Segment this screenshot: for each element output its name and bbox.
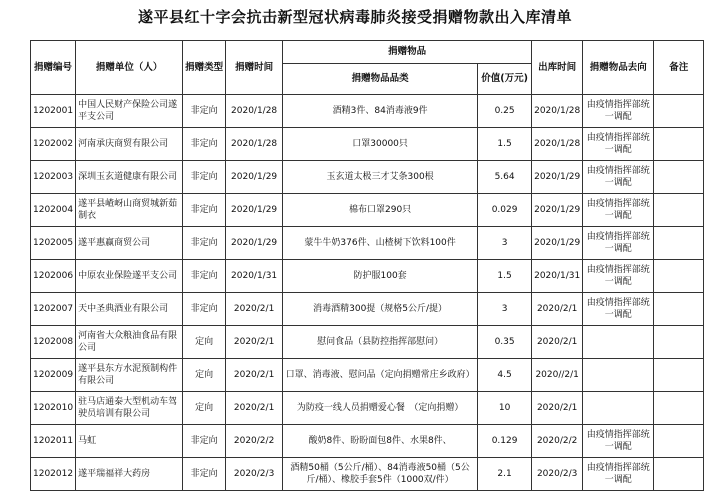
cell-destination: 由疫情指挥部统一调配 xyxy=(583,458,654,491)
cell-value: 5.64 xyxy=(478,161,532,194)
cell-remark xyxy=(654,128,704,161)
cell-remark xyxy=(654,392,704,425)
cell-goods: 为防疫一线人员捐赠爱心餐 （定向捐赠） xyxy=(283,392,478,425)
cell-value: 0.35 xyxy=(478,326,532,359)
cell-donor: 河南承庆商贸有限公司 xyxy=(76,128,183,161)
cell-type: 非定向 xyxy=(183,425,226,458)
cell-value: 0.029 xyxy=(478,194,532,227)
cell-donor: 中原农业保险遂平支公司 xyxy=(76,260,183,293)
cell-value: 3 xyxy=(478,293,532,326)
cell-id: 1202007 xyxy=(31,293,76,326)
cell-value: 3 xyxy=(478,227,532,260)
table-row xyxy=(31,293,704,326)
cell-time: 2020/1/31 xyxy=(226,260,283,293)
cell-remark xyxy=(654,161,704,194)
cell-remark xyxy=(654,326,704,359)
cell-remark xyxy=(654,95,704,128)
cell-donor: 遂平瑞福祥大药房 xyxy=(76,458,183,491)
cell-goods: 口罩30000只 xyxy=(283,128,478,161)
cell-remark xyxy=(654,458,704,491)
cell-type: 定向 xyxy=(183,359,226,392)
cell-type: 非定向 xyxy=(183,293,226,326)
cell-time: 2020/2/1 xyxy=(226,293,283,326)
cell-time: 2020/2/1 xyxy=(226,359,283,392)
header-remark: 备注 xyxy=(654,41,704,95)
cell-destination: 由疫情指挥部统一调配 xyxy=(583,260,654,293)
cell-remark xyxy=(654,227,704,260)
cell-out-time: 2020//2/1 xyxy=(532,359,583,392)
table-row xyxy=(31,161,704,194)
cell-time: 2020/2/3 xyxy=(226,458,283,491)
cell-type: 非定向 xyxy=(183,260,226,293)
cell-value: 4.5 xyxy=(478,359,532,392)
cell-id: 1202004 xyxy=(31,194,76,227)
page-title: 遂平县红十字会抗击新型冠状病毒肺炎接受捐赠物款出入库清单 xyxy=(137,8,572,26)
cell-value: 0.25 xyxy=(478,95,532,128)
cell-goods: 酸奶8件、盼盼面包8件、水果8件、 xyxy=(283,425,478,458)
cell-out-time: 2020/2/3 xyxy=(532,458,583,491)
cell-goods: 酒精50桶（5公斤/桶）、84消毒液50桶（5公斤/桶）、橡胶手套5件（1000双/件） xyxy=(283,458,478,491)
cell-id: 1202003 xyxy=(31,161,76,194)
cell-destination xyxy=(583,392,654,425)
cell-type: 非定向 xyxy=(183,227,226,260)
cell-out-time: 2020/1/29 xyxy=(532,227,583,260)
cell-destination: 由疫情指挥部统一调配 xyxy=(583,425,654,458)
cell-goods: 防护服100套 xyxy=(283,260,478,293)
header-out-time: 出库时间 xyxy=(532,41,583,95)
cell-destination: 由疫情指挥部统一调配 xyxy=(583,227,654,260)
cell-destination: 由疫情指挥部统一调配 xyxy=(583,128,654,161)
cell-type: 非定向 xyxy=(183,458,226,491)
cell-goods: 慰问食品（县防控指挥部慰问） xyxy=(283,326,478,359)
cell-donor: 驻马店通泰大型机动车驾驶员培训有限公司 xyxy=(76,392,183,425)
header-goods: 捐赠物品 xyxy=(283,41,532,64)
cell-type: 非定向 xyxy=(183,128,226,161)
cell-destination xyxy=(583,326,654,359)
cell-id: 1202002 xyxy=(31,128,76,161)
cell-remark xyxy=(654,359,704,392)
cell-value: 1.5 xyxy=(478,128,532,161)
cell-time: 2020/1/28 xyxy=(226,128,283,161)
header-destination: 捐赠物品去向 xyxy=(583,41,654,95)
cell-type: 非定向 xyxy=(183,95,226,128)
cell-out-time: 2020/2/1 xyxy=(532,392,583,425)
cell-destination: 由疫情指挥部统一调配 xyxy=(583,194,654,227)
cell-value: 10 xyxy=(478,392,532,425)
cell-donor: 马虹 xyxy=(76,425,183,458)
cell-time: 2020/1/29 xyxy=(226,194,283,227)
cell-remark xyxy=(654,260,704,293)
cell-time: 2020/1/29 xyxy=(226,161,283,194)
cell-out-time: 2020/1/28 xyxy=(532,128,583,161)
cell-time: 2020/2/1 xyxy=(226,326,283,359)
cell-remark xyxy=(654,293,704,326)
header-id: 捐赠编号 xyxy=(31,41,76,95)
header-goods-name: 捐赠物品品类 xyxy=(283,64,478,95)
cell-value: 0.129 xyxy=(478,425,532,458)
cell-destination: 由疫情指挥部统一调配 xyxy=(583,95,654,128)
cell-out-time: 2020/2/1 xyxy=(532,293,583,326)
cell-id: 1202010 xyxy=(31,392,76,425)
table-row xyxy=(31,392,704,425)
donation-table xyxy=(30,40,704,491)
table-row xyxy=(31,425,704,458)
cell-time: 2020/2/1 xyxy=(226,392,283,425)
cell-goods: 棉布口罩290只 xyxy=(283,194,478,227)
cell-remark xyxy=(654,425,704,458)
cell-type: 定向 xyxy=(183,392,226,425)
cell-donor: 遂平县东方水泥预制构件有限公司 xyxy=(76,359,183,392)
table-row xyxy=(31,359,704,392)
cell-goods: 消毒酒精300提（规格5公斤/提） xyxy=(283,293,478,326)
cell-donor: 遂平惠赢商贸公司 xyxy=(76,227,183,260)
cell-out-time: 2020/1/29 xyxy=(532,194,583,227)
cell-destination: 由疫情指挥部统一调配 xyxy=(583,161,654,194)
cell-type: 定向 xyxy=(183,326,226,359)
cell-out-time: 2020/1/28 xyxy=(532,95,583,128)
cell-goods: 口罩、消毒液、慰问品（定向捐赠常庄乡政府） xyxy=(283,359,478,392)
cell-donor: 中国人民财产保险公司遂平支公司 xyxy=(76,95,183,128)
header-time: 捐赠时间 xyxy=(226,41,283,95)
cell-id: 1202009 xyxy=(31,359,76,392)
cell-donor: 深圳玉玄道健康有限公司 xyxy=(76,161,183,194)
cell-value: 2.1 xyxy=(478,458,532,491)
cell-destination xyxy=(583,359,654,392)
header-type: 捐赠类型 xyxy=(183,41,226,95)
cell-id: 1202005 xyxy=(31,227,76,260)
cell-id: 1202011 xyxy=(31,425,76,458)
cell-time: 2020/1/29 xyxy=(226,227,283,260)
cell-type: 非定向 xyxy=(183,194,226,227)
cell-remark xyxy=(654,194,704,227)
cell-goods: 玉玄道太极三才艾条300根 xyxy=(283,161,478,194)
table-row xyxy=(31,227,704,260)
header-donor: 捐赠单位（人） xyxy=(76,41,183,95)
cell-type: 非定向 xyxy=(183,161,226,194)
table-row xyxy=(31,128,704,161)
cell-donor: 天中圣典酒业有限公司 xyxy=(76,293,183,326)
cell-id: 1202001 xyxy=(31,95,76,128)
cell-out-time: 2020/2/1 xyxy=(532,326,583,359)
table-row xyxy=(31,326,704,359)
cell-donor: 遂平县嵖岈山商贸城新茹制衣 xyxy=(76,194,183,227)
table-row xyxy=(31,95,704,128)
cell-destination: 由疫情指挥部统一调配 xyxy=(583,293,654,326)
cell-time: 2020/1/28 xyxy=(226,95,283,128)
table-row xyxy=(31,260,704,293)
cell-goods: 蒙牛牛奶376件、山楂树下饮料100件 xyxy=(283,227,478,260)
cell-goods: 酒精3件、84消毒液9件 xyxy=(283,95,478,128)
cell-value: 1.5 xyxy=(478,260,532,293)
cell-donor: 河南省大众粮油食品有限公司 xyxy=(76,326,183,359)
cell-out-time: 2020/1/31 xyxy=(532,260,583,293)
cell-id: 1202012 xyxy=(31,458,76,491)
table-row xyxy=(31,194,704,227)
cell-id: 1202006 xyxy=(31,260,76,293)
cell-out-time: 2020/2/2 xyxy=(532,425,583,458)
cell-id: 1202008 xyxy=(31,326,76,359)
cell-out-time: 2020/1/29 xyxy=(532,161,583,194)
header-value: 价值(万元) xyxy=(478,64,532,95)
table-row xyxy=(31,458,704,491)
cell-time: 2020/2/2 xyxy=(226,425,283,458)
